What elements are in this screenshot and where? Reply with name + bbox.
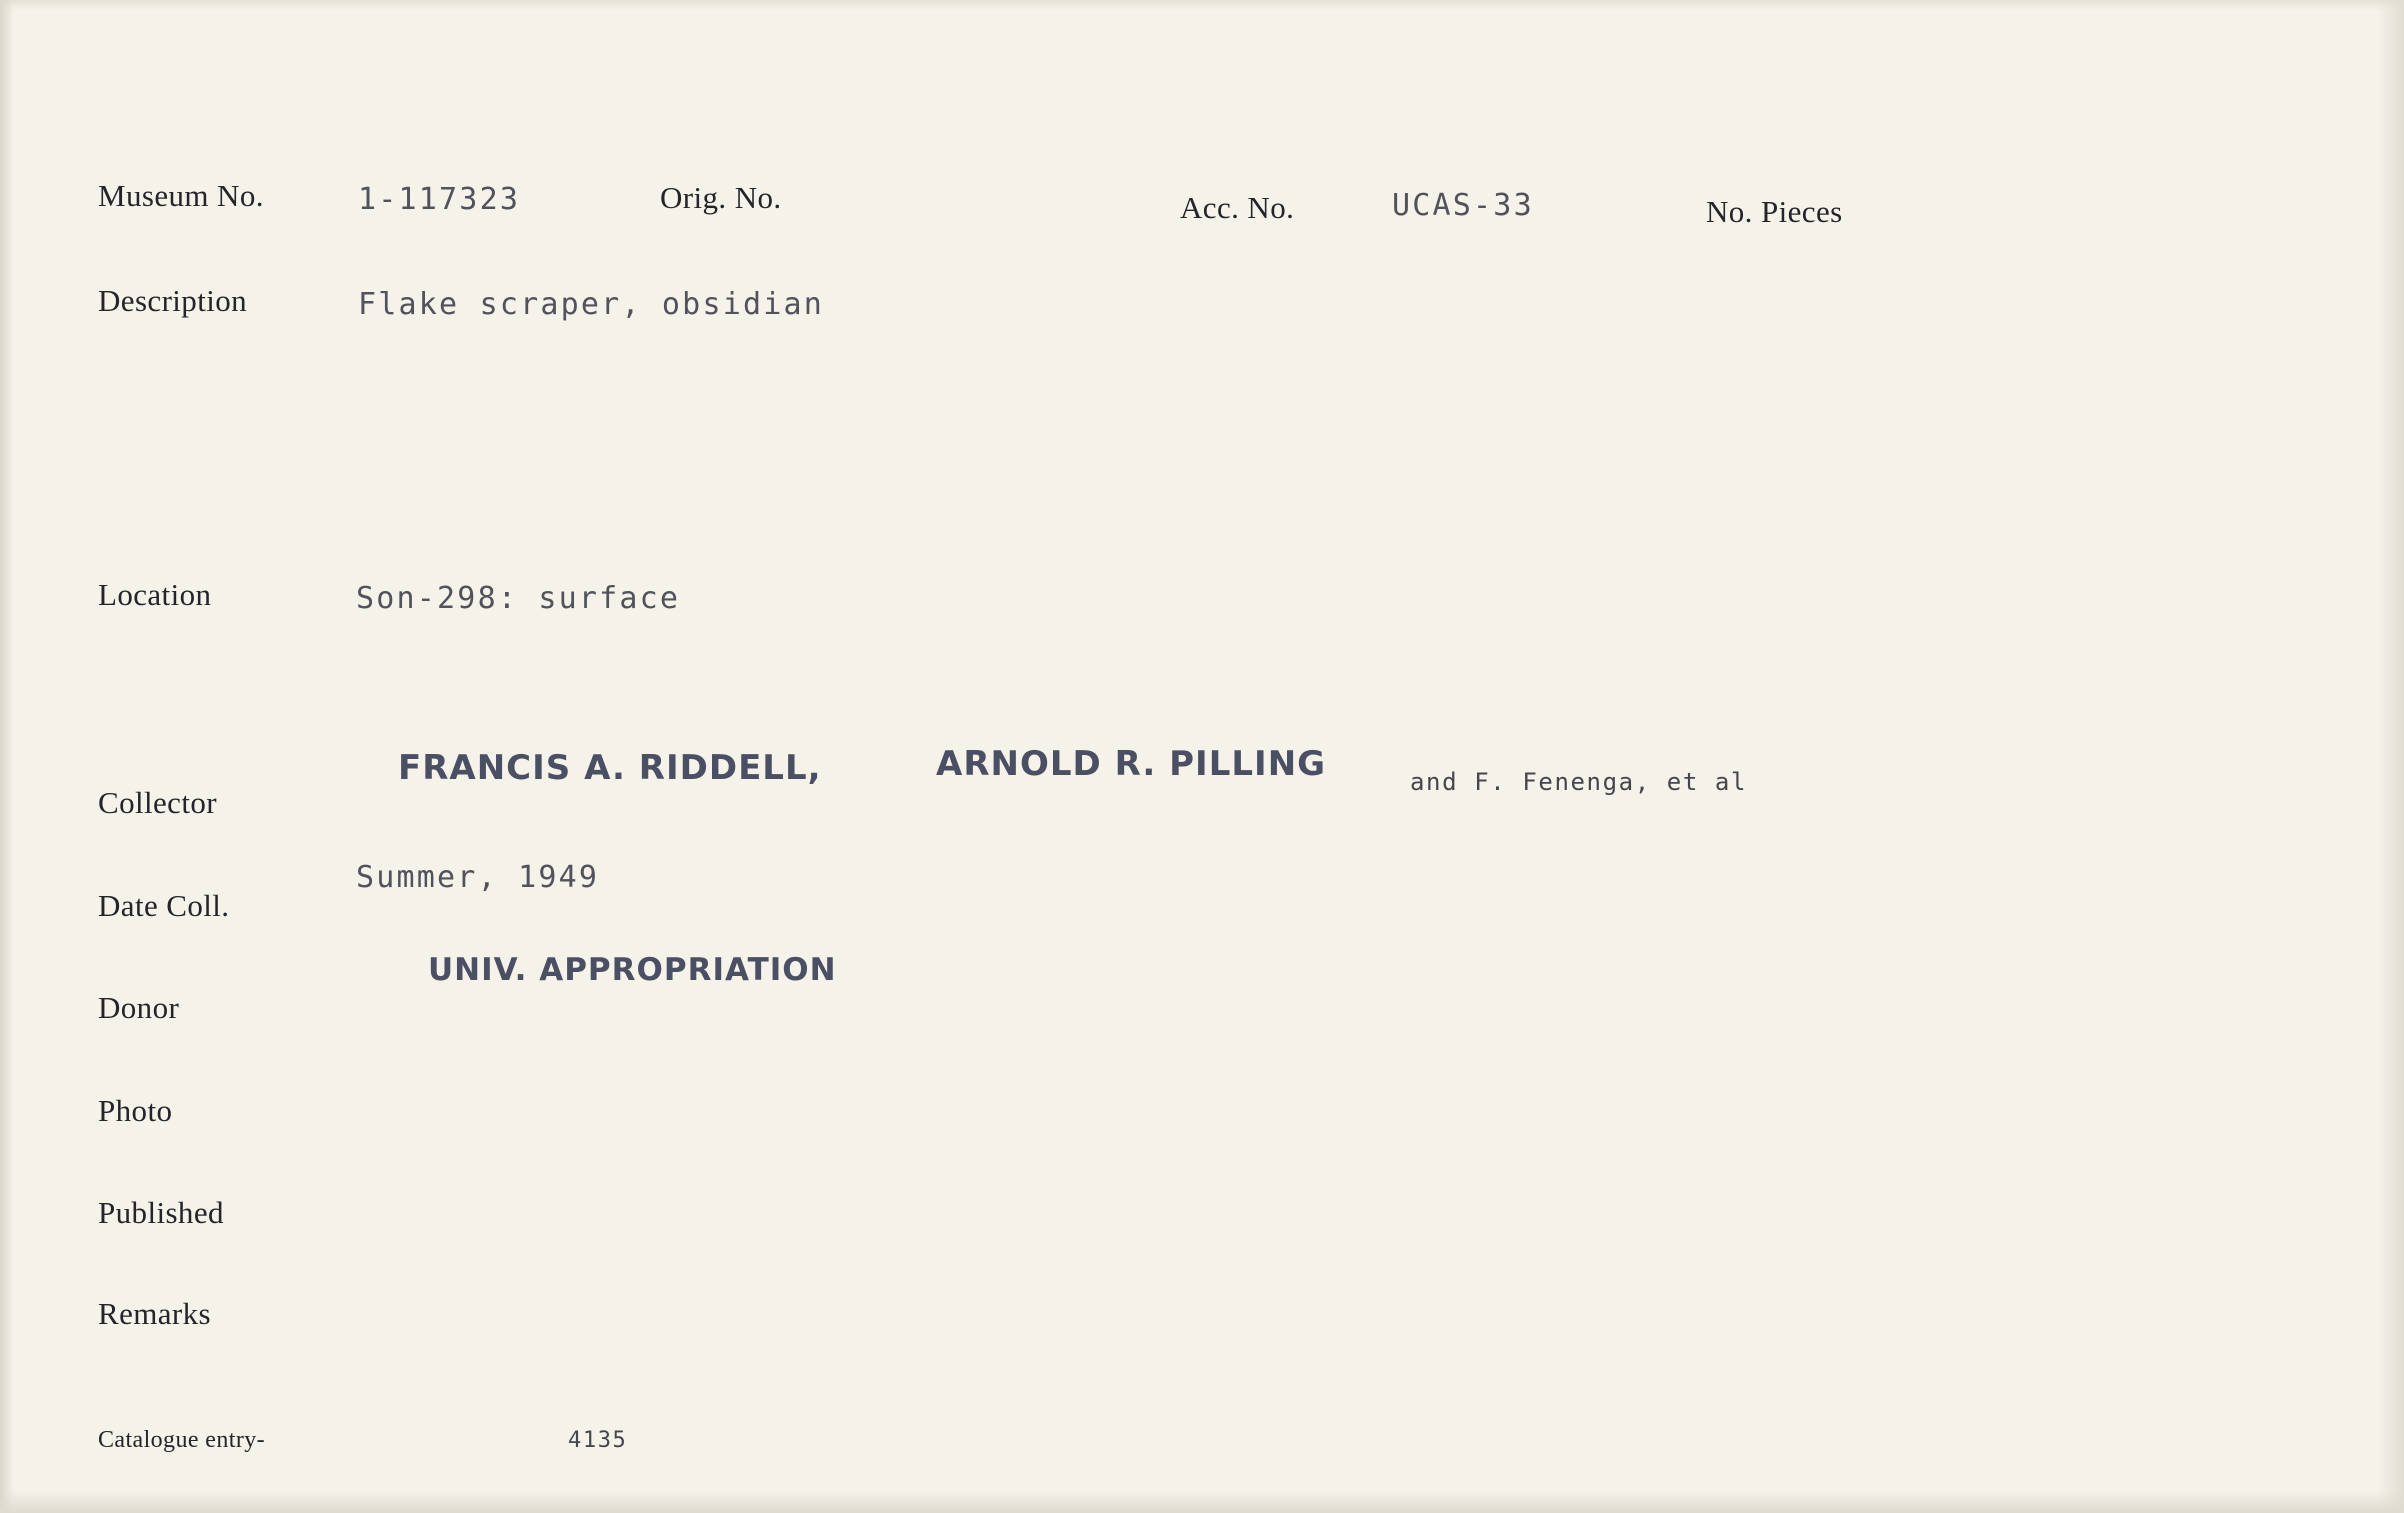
collector-stamp-primary: FRANCIS A. RIDDELL, (398, 748, 822, 788)
description-value: Flake scraper, obsidian (358, 287, 825, 322)
description-label: Description (98, 283, 248, 318)
museum-no-label: Museum No. (98, 178, 264, 213)
paper-edge-top (0, 0, 2404, 10)
location-value: Son-298: surface (356, 581, 681, 616)
location-label: Location (98, 577, 212, 612)
paper-edge-left (0, 0, 14, 1513)
date-coll-value: Summer, 1949 (356, 860, 600, 895)
catalogue-entry-value: 4135 (568, 1428, 628, 1453)
collector-typed-addition: and F. Fenenga, et al (1410, 768, 1748, 796)
paper-edge-bottom (0, 1491, 2404, 1513)
no-pieces-label: No. Pieces (1706, 194, 1843, 229)
collector-stamp-secondary: ARNOLD R. PILLING (936, 744, 1327, 784)
paper-edge-right (2378, 0, 2404, 1513)
acc-no-label: Acc. No. (1180, 190, 1295, 225)
donor-value: UNIV. APPROPRIATION (428, 952, 837, 988)
photo-label: Photo (98, 1093, 173, 1128)
museum-no-value: 1-117323 (358, 182, 521, 217)
catalogue-entry-label: Catalogue entry- (98, 1427, 266, 1453)
donor-label: Donor (98, 990, 180, 1025)
remarks-label: Remarks (98, 1296, 211, 1331)
collector-label: Collector (98, 785, 217, 820)
acc-no-value: UCAS-33 (1392, 188, 1534, 223)
published-label: Published (98, 1195, 224, 1230)
orig-no-label: Orig. No. (660, 180, 782, 215)
date-coll-label: Date Coll. (98, 888, 230, 923)
